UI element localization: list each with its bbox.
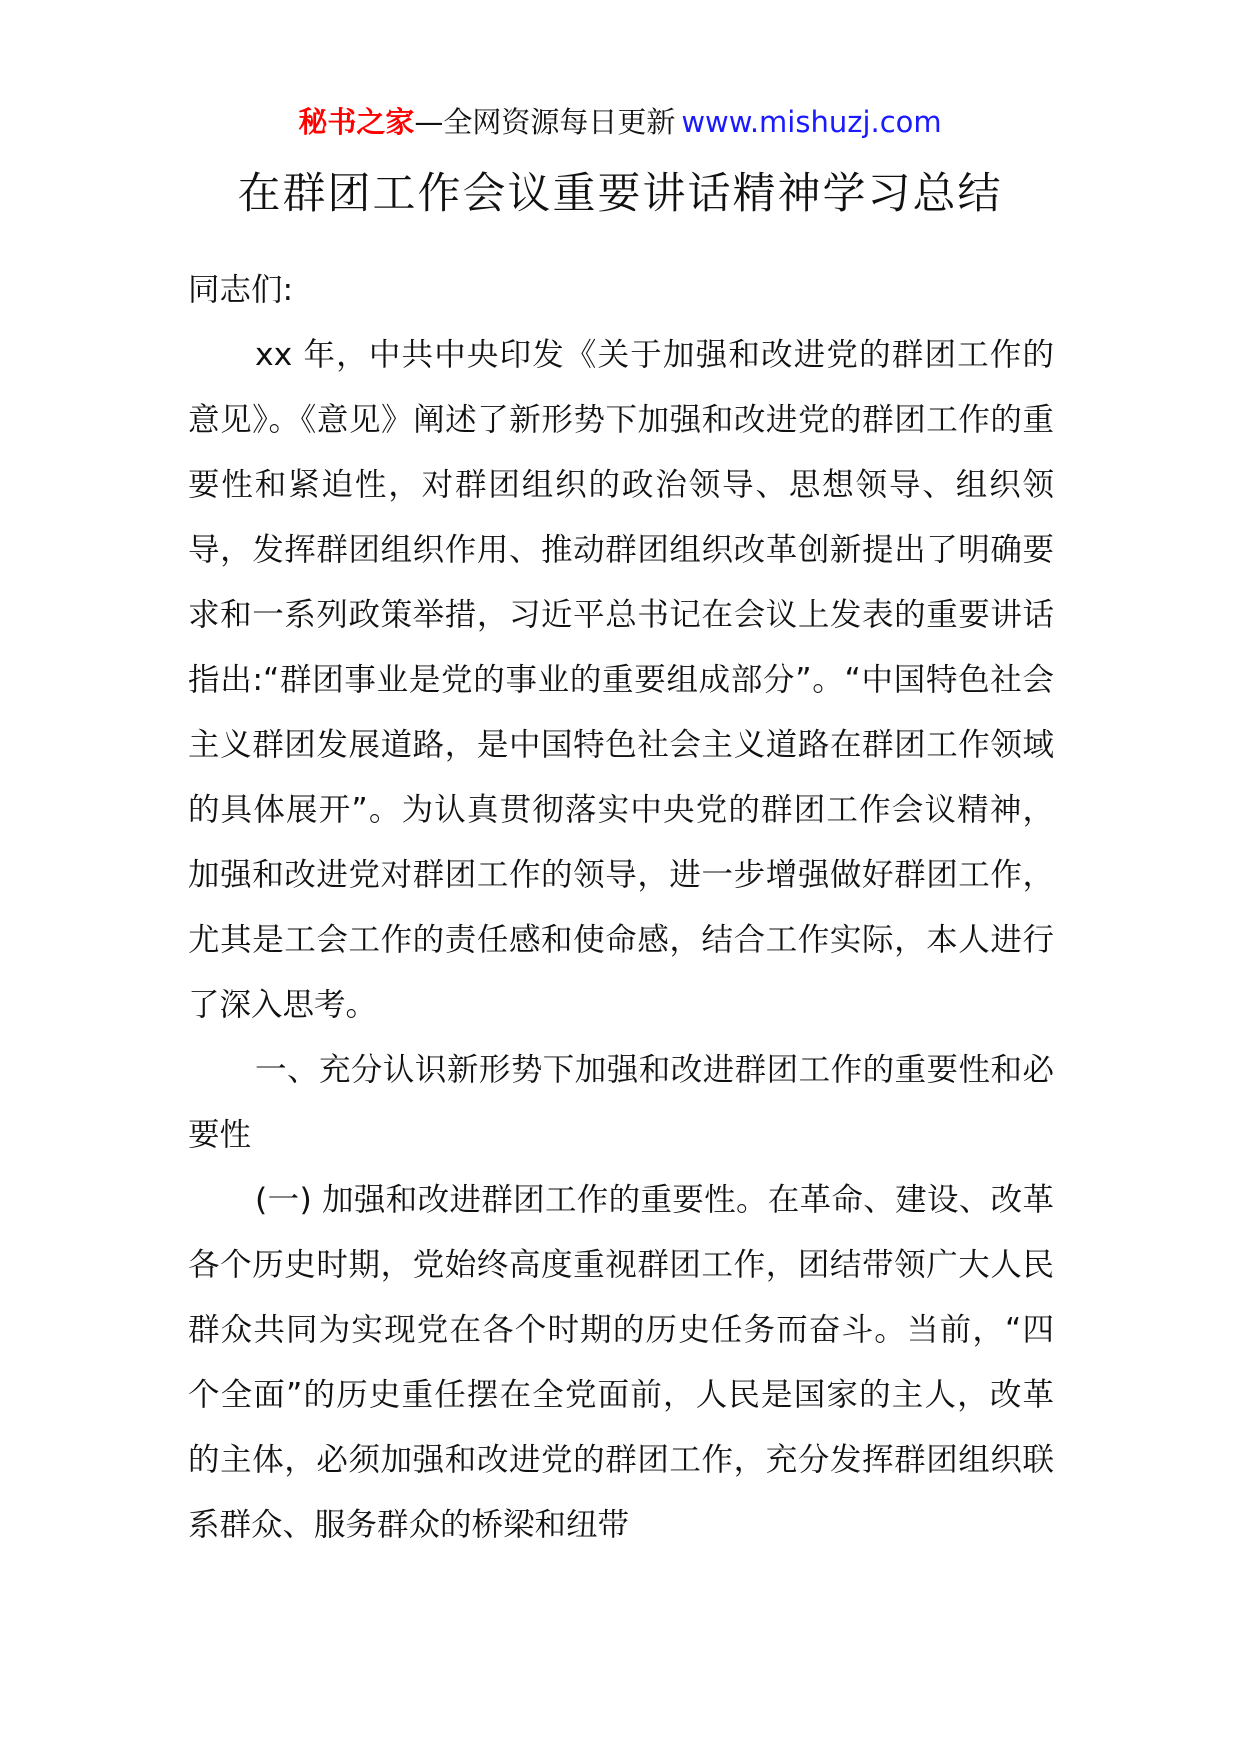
paragraph-subsection-1: (一) 加强和改进群团工作的重要性。在革命、建设、改革各个历史时期，党始终高度重视群团工作，团结带领广大人民群众共同为实现党在各个时期的历史任务而奋斗。当前，“四个全面”的历史重任摆在全党面前，人民是国家的主人，改革的主体，必须加强和改进党的群团工作，充分发挥群团组织联系群众、服务群众的桥梁和纽带 [188, 1182, 1054, 1543]
brand-name: 秘书之家 [298, 105, 415, 139]
document-title: 在群团工作会议重要讲话精神学习总结 [237, 169, 1003, 219]
section-heading-1: 一、充分认识新形势下加强和改进群团工作的重要性和必要性 [188, 1052, 1054, 1153]
paragraph-intro: xx 年，中共中央印发《关于加强和改进党的群团工作的意见》。《意见》阐述了新形势下加强和改进党的群团工作的重要性和紧迫性，对群团组织的政治领导、思想领导、组织领导，发挥群团组织作用、推动群团组织改革创新提出了明确要求和一系列政策举措，习近平总书记在会议上发表的重要讲话指出:“群团事业是党的事业的重要组成部分”。“中国特色社会主义群团发展道路，是中国特色社会主义道路在群团工作领域的具体展开”。为认真贯彻落实中央党的群团工作会议精神，加强和改进党对群团工作的领导，进一步增强做好群团工作，尤其是工会工作的责任感和使命感，结合工作实际，本人进行了深入思考。 [188, 337, 1054, 1023]
site-url-link[interactable]: www.mishuzj.com [681, 105, 942, 139]
site-tagline: —全网资源每日更新 [414, 105, 676, 139]
document-body [188, 258, 1054, 1558]
site-header [0, 102, 1240, 142]
salutation: 同志们: [188, 272, 294, 308]
